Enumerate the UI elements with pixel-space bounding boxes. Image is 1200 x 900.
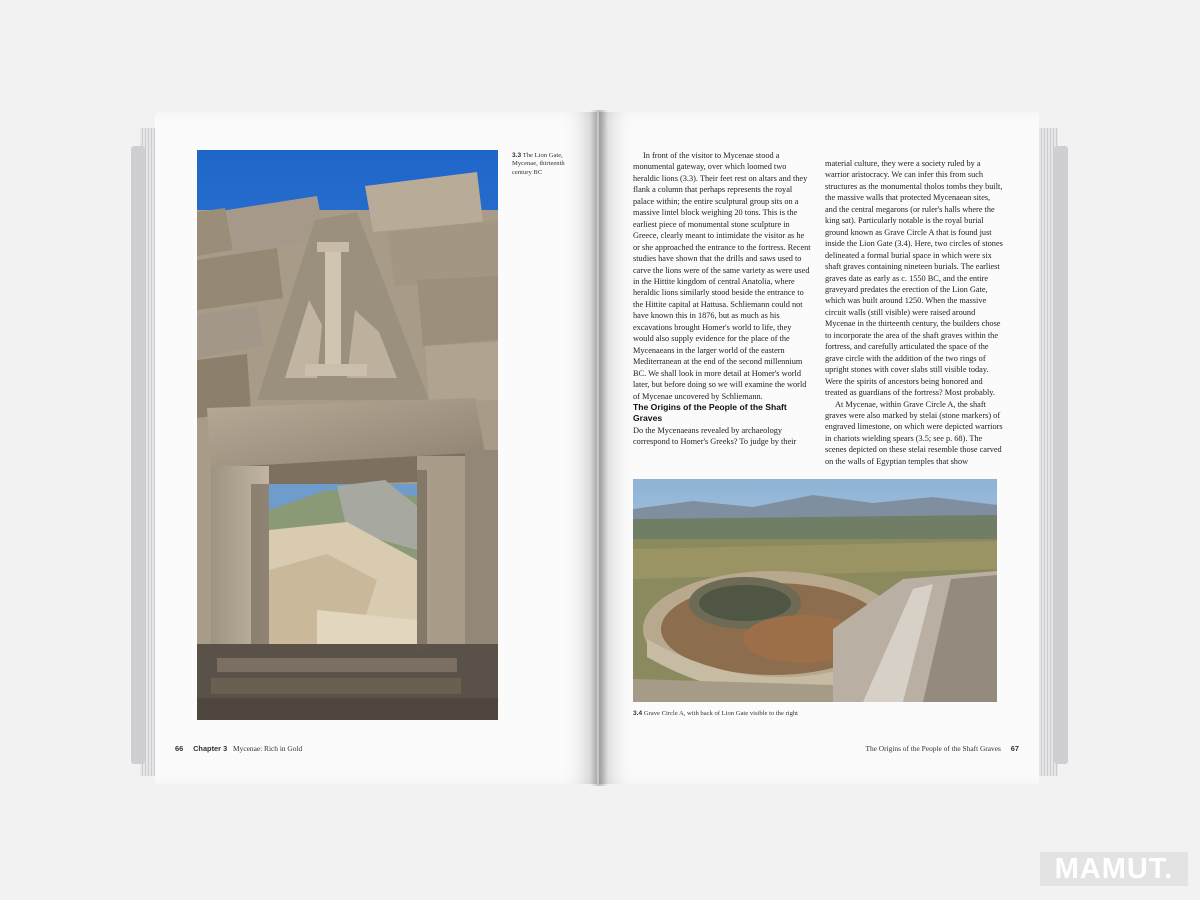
body-paragraph: In front of the visitor to Mycenae stood a monumental gateway, over which loomed two heraldic lions (3.3). Their feet rest on altars and they flank a column that perhaps represents the royal palace within; the entire sculptural group sits on a massive lintel block weighing 20 tons. This is the earliest piece of monumental stone sculpture in Greece, clearly meant to intimidate the visitor as he or she approached the entrance to the fortress. Recent studies have shown that the drills and saws used to carve the lions were of the same variety as were used in the Hittite kingdom of central Anatolia, where heraldic lions similarly stood beside the entrance to the Hittite capital at Hattusa. Schliemann could not have known this in 1876, but as much as his excavations brought Homer's world to life, they would also supply evidence for the place of the Mycenaeans in the larger world of the eastern Mediterranean at the end of the second millennium BC. We shall look in more detail at Homer's world later, but before doing so we will examine the world of Mycenae uncovered by Schliemann.	[633, 151, 811, 401]
body-paragraph: Do the Mycenaeans revealed by archaeology correspond to Homer's Greeks? To judge by their	[633, 425, 797, 447]
section-heading: The Origins of the People of the Shaft Graves	[633, 401, 787, 424]
body-paragraph: material culture, they were a society ruled by a warrior aristocracy. We can infer this from such structures as the monumental tholos tombs they built, the massive walls that protected Mycenaean sites, and the central megarons (or ruler's halls where the king sat). Particularly notable is the royal burial ground known as Grave Circle A that is found just inside the Lion Gate (3.4). Here, two circles of stones delineated a formal burial space in which were six shaft graves containing nineteen burials. The earliest graves date as early as c. 1550 BC, and the entire graveyard predates the erection of the Lion Gate, which was built around 1250. When the massive circuit walls (still visible) were raised around Mycenae in the thirteenth century, the builders chose to incorporate the area of the shaft graves within the fortress, and carefully articulated the space of the grave circle with the addition of the two rings of upright stones with cover slabs still visible today. Were the spirits of ancestors being honored and treated as guardians of the fortress? Most probably.	[825, 159, 1003, 398]
figure-3-4-caption	[633, 710, 993, 718]
figure-3-3-caption	[512, 152, 584, 177]
text-column-1	[633, 150, 811, 448]
watermark-logo: MAMUT.	[1040, 852, 1188, 886]
book-gutter	[590, 110, 608, 786]
page-number: 66	[175, 744, 184, 753]
figure-caption-text: The Lion Gate, Mycenae, thirteenth century BC	[512, 152, 565, 176]
right-page	[599, 112, 1039, 784]
figure-caption-text: Grave Circle A, with back of Lion Gate visible to the right	[643, 710, 799, 717]
figure-number: 3.4	[633, 710, 643, 717]
left-page-footer	[175, 744, 302, 753]
grave-circle-photo	[633, 479, 997, 702]
figure-number: 3.3	[512, 152, 522, 159]
running-head: The Origins of the People of the Shaft Graves	[865, 744, 1001, 753]
chapter-title: Mycenae: Rich in Gold	[233, 744, 303, 753]
cover-right	[1054, 146, 1068, 764]
page-number: 67	[1010, 744, 1019, 753]
lion-gate-photo	[197, 150, 498, 720]
text-column-2	[825, 158, 1003, 467]
left-page	[155, 112, 597, 784]
body-paragraph: At Mycenae, within Grave Circle A, the shaft graves were also marked by stelai (stone markers) of engraved limestone, on which were depicted warriors in chariots wielding spears (3.5; see p. 68). The scenes depicted on these stelai resemble those carved on the walls of Egyptian temples that show	[825, 399, 1003, 466]
chapter-label: Chapter 3	[193, 744, 228, 753]
right-page-footer	[865, 744, 1019, 753]
cover-left	[131, 146, 145, 764]
